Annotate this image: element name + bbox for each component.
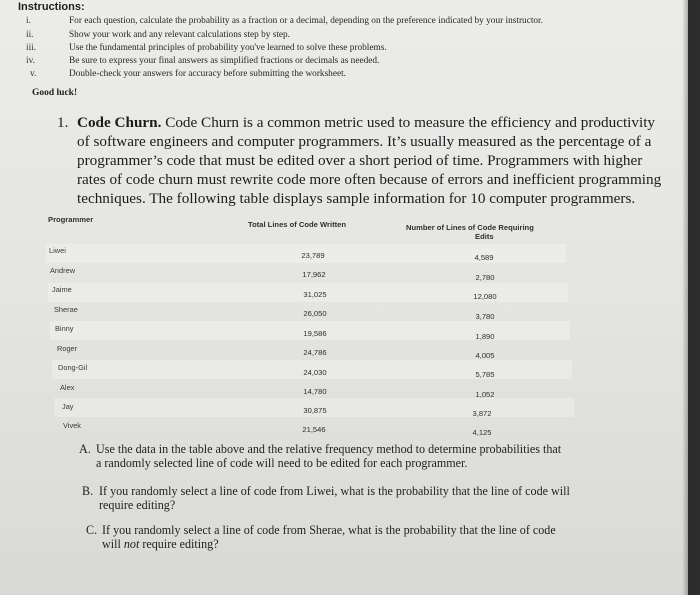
- instruction-number: i.: [26, 16, 31, 26]
- subquestion-c-text: require editing?: [142, 537, 219, 551]
- table-cell-total: 17,962: [302, 270, 326, 279]
- question-title-bold: Code Churn.: [77, 114, 162, 131]
- subquestion-a-line: Use the data in the table above and the relative frequency method to determine probabilities that: [96, 442, 562, 456]
- subquestion-b-letter: B.: [82, 484, 94, 498]
- table-cell-edits: 12,080: [473, 292, 497, 301]
- table-cell-total: 30,875: [303, 406, 327, 415]
- table-cell-programmer: Jay: [62, 402, 74, 411]
- table-cell-total: 14,780: [303, 387, 327, 396]
- subquestion-c-letter: C.: [86, 523, 98, 537]
- table-header-edits: Number of Lines of Code Requiring: [406, 223, 534, 232]
- subquestion-c-line: If you randomly select a line of code from Sherae, what is the probability that the line of code: [102, 523, 556, 537]
- table-cell-total: 24,030: [303, 368, 327, 377]
- table-cell-total: 21,546: [302, 425, 326, 434]
- question-line: Code Churn is a common metric used to measure the efficiency and productivity: [165, 114, 656, 131]
- table-cell-programmer: Vivek: [63, 421, 81, 430]
- table-cell-edits: 1,052: [475, 390, 495, 399]
- table-cell-total: 26,050: [303, 309, 327, 318]
- instruction-text: Be sure to express your final answers as simplified fractions or decimals as needed.: [69, 56, 380, 66]
- table-cell-programmer: Alex: [60, 383, 75, 392]
- instruction-text: Use the fundamental principles of probability you've learned to solve these problems.: [69, 43, 387, 53]
- table-cell-edits: 3,872: [472, 409, 492, 418]
- instruction-number: v.: [30, 69, 37, 79]
- table-cell-edits: 5,785: [475, 370, 495, 379]
- table-cell-programmer: Roger: [57, 344, 78, 353]
- table-cell-edits: 4,005: [475, 351, 495, 360]
- table-cell-programmer: Dong-Gil: [58, 363, 88, 372]
- table-cell-edits: 1,890: [475, 332, 495, 341]
- table-header-programmer: Programmer: [48, 215, 94, 224]
- question-line: rates of code churn must rewrite code more often because of errors and inefficient programming: [77, 171, 662, 188]
- table-header-total-lines: Total Lines of Code Written: [248, 220, 347, 229]
- instructions-heading: Instructions:: [18, 1, 85, 13]
- table-cell-edits: 4,589: [474, 253, 494, 262]
- subquestion-a-line: a randomly selected line of code will need to be edited for each programmer.: [96, 456, 468, 470]
- instruction-text: For each question, calculate the probability as a fraction or a decimal, depending on the preference indicated by your instructor.: [69, 16, 543, 26]
- table-cell-total: 23,789: [301, 251, 325, 260]
- instruction-text: Double-check your answers for accuracy before submitting the worksheet.: [69, 69, 346, 79]
- table-header-edits-line2: Edits: [475, 232, 494, 241]
- subquestion-c-emphasis: not: [123, 537, 140, 551]
- subquestion-a-letter: A.: [79, 442, 91, 456]
- table-cell-total: 24,786: [303, 348, 327, 357]
- question-title: [77, 114, 655, 132]
- subquestion-c-text: will: [102, 537, 121, 551]
- table-cell-edits: 2,780: [475, 273, 495, 282]
- subquestion-b-line: If you randomly select a line of code from Liwei, what is the probability that the line of code will: [99, 484, 570, 498]
- table-cell-programmer: Binny: [55, 324, 74, 333]
- table-cell-programmer: Liwei: [49, 246, 66, 255]
- table-cell-programmer: Sherae: [54, 305, 78, 314]
- question-number: 1.: [57, 114, 69, 131]
- table-cell-programmer: Jaime: [52, 285, 72, 294]
- instruction-number: ii.: [26, 30, 34, 40]
- instruction-number: iii.: [26, 43, 37, 53]
- good-luck-text: Good luck!: [32, 88, 78, 98]
- instruction-text: Show your work and any relevant calculations step by step.: [69, 30, 291, 40]
- table-cell-edits: 4,125: [472, 428, 492, 437]
- table-cell-total: 19,586: [303, 329, 327, 338]
- question-line: of software engineers and computer programmers. It’s usually measured as the percentage of a: [77, 133, 652, 150]
- page-edge-shadow: [682, 0, 700, 595]
- table-cell-programmer: Andrew: [50, 266, 76, 275]
- table-cell-edits: 3,780: [475, 312, 495, 321]
- question-line: programmer’s code that must be edited over a short period of time. Programmers with higher: [77, 152, 643, 169]
- table-cell-total: 31,025: [303, 290, 327, 299]
- subquestion-b-line: require editing?: [99, 498, 176, 512]
- question-line: techniques. The following table displays sample information for 10 computer programmers.: [77, 190, 636, 207]
- subquestion-c-line2: [102, 537, 219, 551]
- instruction-number: iv.: [26, 56, 35, 66]
